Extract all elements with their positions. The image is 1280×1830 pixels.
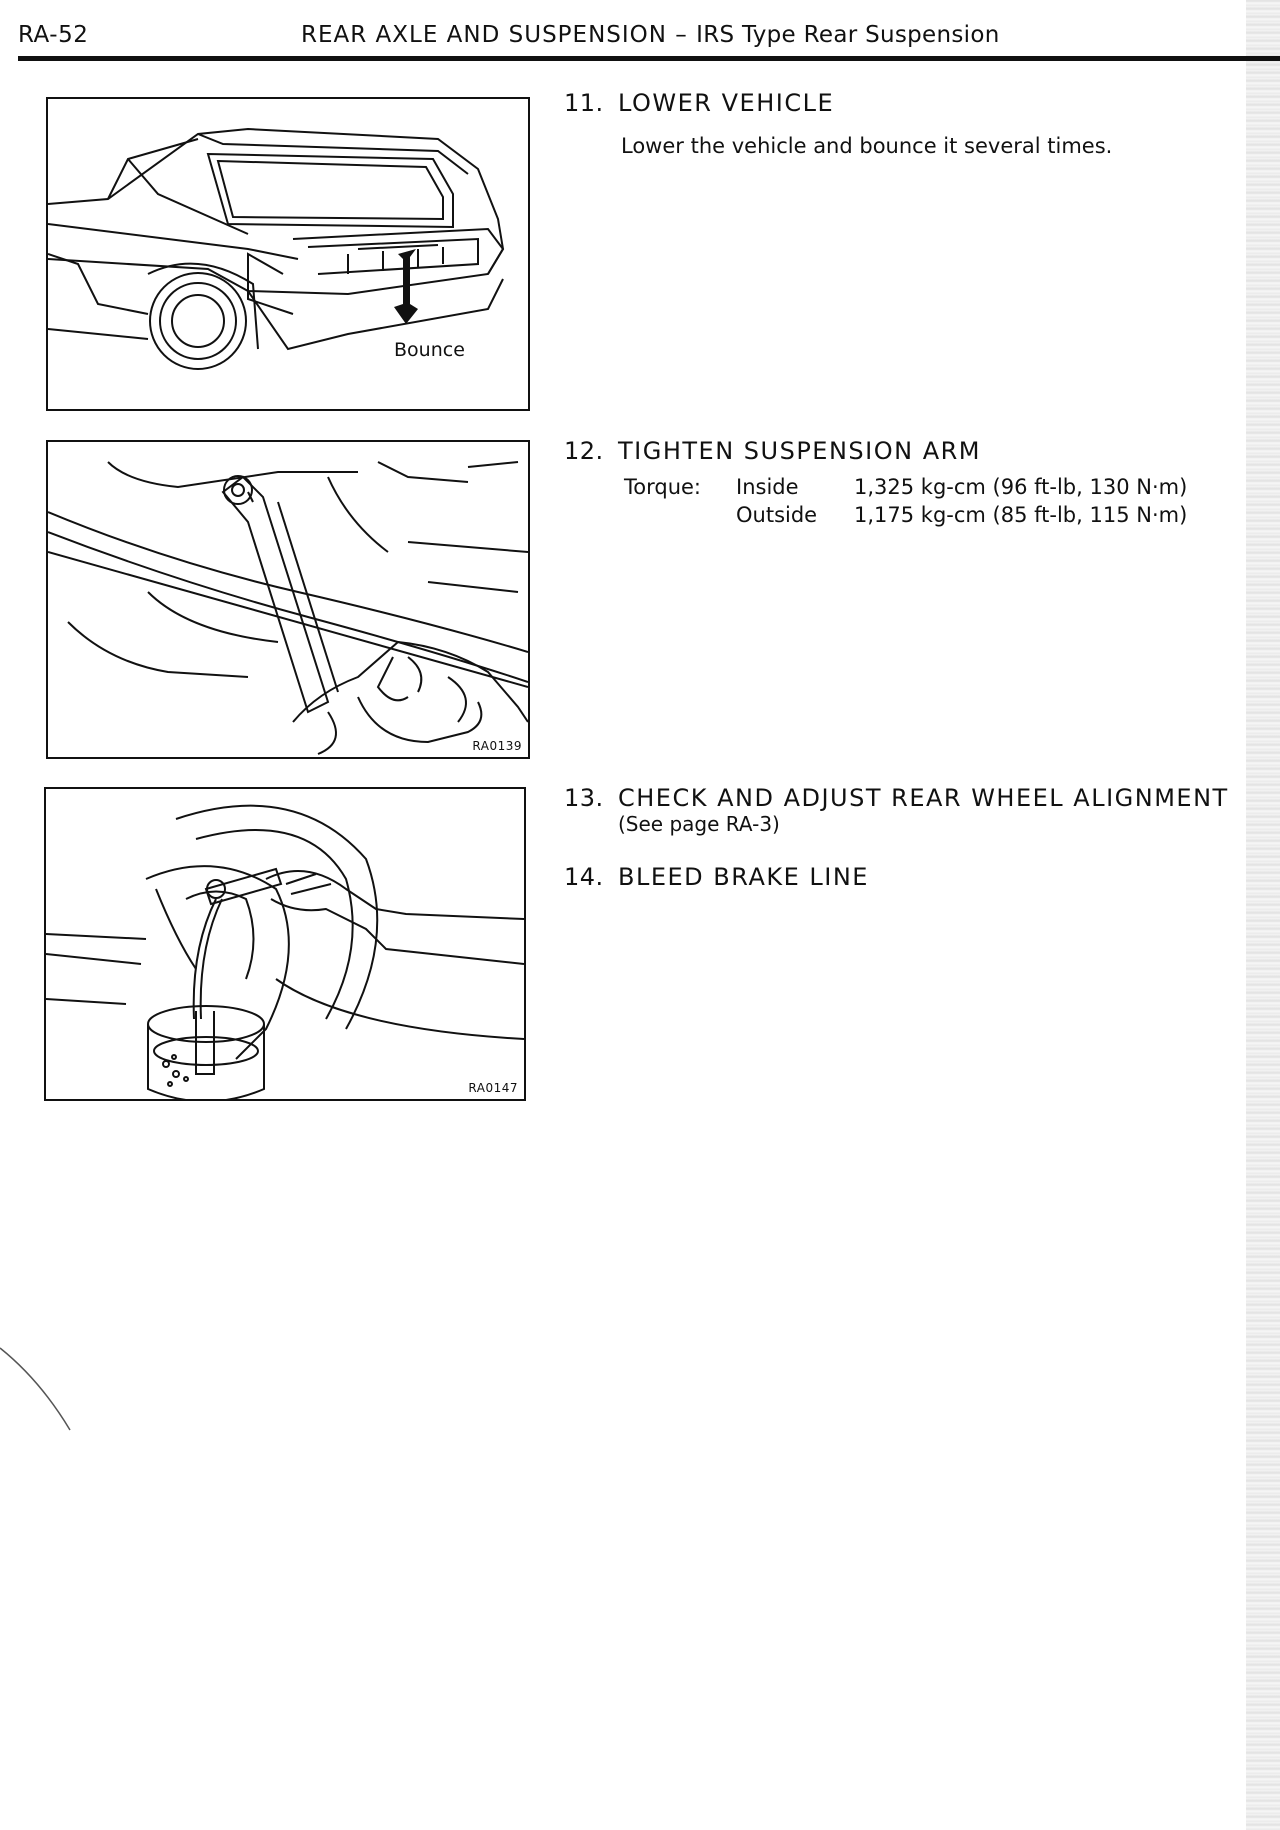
torque-wrench-illustration: [48, 442, 528, 757]
step-11-number: 11.: [564, 89, 604, 117]
step-14-heading: BLEED BRAKE LINE: [618, 863, 869, 891]
page-number: RA-52: [18, 22, 89, 48]
step-14-title: [564, 863, 869, 891]
bounce-label: Bounce: [394, 339, 465, 361]
step-12: [564, 437, 981, 465]
title-dash: –: [675, 22, 688, 48]
step-11-title: [564, 89, 834, 117]
step-14: [564, 863, 869, 891]
step-11-heading: LOWER VEHICLE: [618, 89, 835, 117]
margin-pencil-mark: [0, 1330, 80, 1450]
step-11-text: Lower the vehicle and bounce it several times.: [621, 134, 1113, 158]
figure-code-ra0147: RA0147: [468, 1081, 518, 1095]
figure-lower-vehicle: [46, 97, 530, 411]
page-header: [18, 18, 1280, 58]
step-13-title: [564, 784, 1229, 812]
scanned-page-edge: [1246, 0, 1280, 1830]
step-13-number: 13.: [564, 784, 604, 812]
section-subtitle: IRS Type Rear Suspension: [696, 22, 1000, 48]
torque-label: Torque:: [624, 475, 702, 499]
car-rear-illustration: [48, 99, 528, 409]
brake-bleed-illustration: [46, 789, 524, 1099]
step-13: [564, 784, 1229, 812]
header-rule: [18, 56, 1280, 61]
step-14-number: 14.: [564, 863, 604, 891]
figure-code-ra0139: RA0139: [472, 739, 522, 753]
torque-outside-label: Outside: [736, 503, 818, 527]
torque-inside-value: 1,325 kg-cm (96 ft-lb, 130 N·m): [854, 475, 1188, 499]
step-13-note: (See page RA-3): [618, 812, 780, 836]
torque-inside-label: Inside: [736, 475, 799, 499]
step-13-heading: CHECK AND ADJUST REAR WHEEL ALIGNMENT: [618, 784, 1229, 812]
section-title: [301, 22, 1000, 48]
section-title-main: REAR AXLE AND SUSPENSION: [301, 22, 667, 48]
step-12-title: [564, 437, 981, 465]
torque-outside-value: 1,175 kg-cm (85 ft-lb, 115 N·m): [854, 503, 1188, 527]
step-12-heading: TIGHTEN SUSPENSION ARM: [618, 437, 981, 465]
step-12-number: 12.: [564, 437, 604, 465]
figure-bleed-brake: [44, 787, 526, 1101]
step-11: [564, 89, 834, 117]
figure-tighten-arm: [46, 440, 530, 759]
